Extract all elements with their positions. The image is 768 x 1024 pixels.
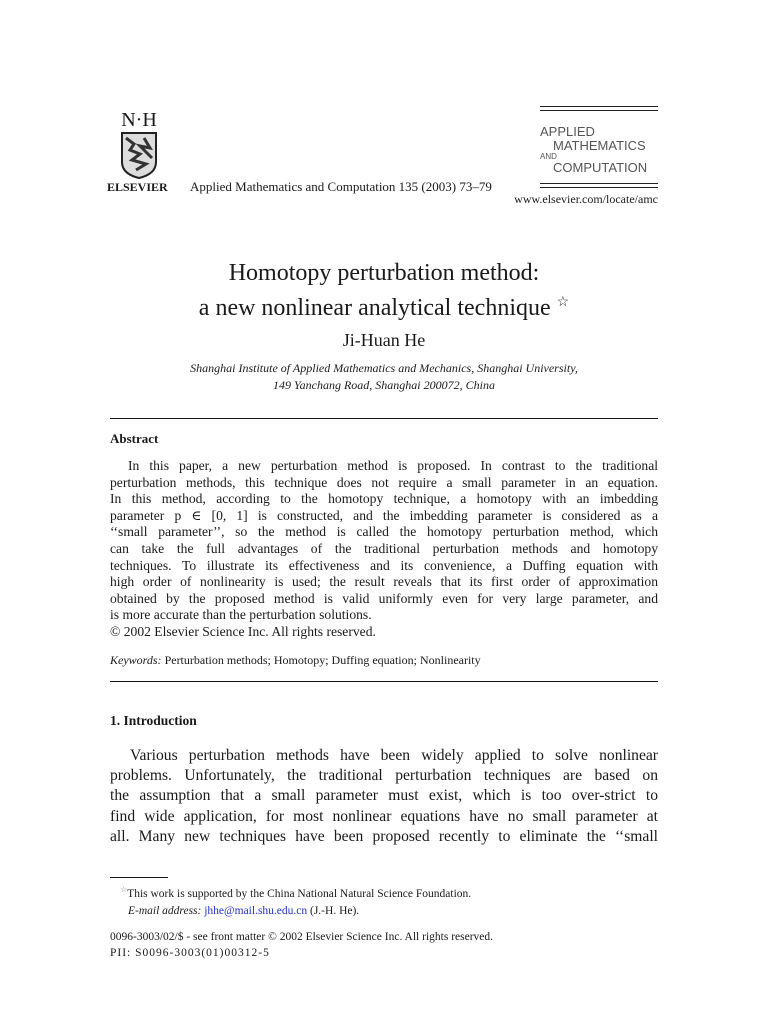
- publisher-name: ELSEVIER: [107, 180, 168, 194]
- abstract-line: high order of nonlinearity is used; the result reveals that its first order of approximation: [110, 574, 658, 590]
- body-line: find wide application, for most nonlinear equations have no small parameter at: [110, 807, 658, 825]
- body-line: Various perturbation methods have been widely applied to solve nonlinear: [130, 747, 658, 764]
- journal-logo-line: AND: [540, 152, 557, 161]
- section-body: [110, 746, 658, 847]
- abstract-line: can take the full advantages of the traditional perturbation methods and homotopy: [110, 540, 658, 556]
- keywords: [110, 653, 481, 668]
- journal-citation: Applied Mathematics and Computation 135 (2003) 73–79: [190, 179, 492, 194]
- section-heading: 1. Introduction: [110, 713, 197, 728]
- affiliation: [0, 360, 768, 394]
- nh-logo-text: N·H: [121, 109, 157, 131]
- journal-logo-line: MATHEMATICS: [553, 138, 646, 153]
- title-line: a new nonlinear analytical technique: [198, 295, 551, 321]
- abstract-line: techniques. To illustrate its effectiveness and its convenience, a Duffing equation with: [110, 557, 658, 573]
- front-matter: [110, 929, 493, 961]
- elsevier-tree-icon: [110, 130, 168, 180]
- affiliation-line: Shanghai Institute of Applied Mathematics and Mechanics, Shanghai University,: [190, 361, 578, 375]
- abstract-line: In this paper, a new perturbation method is proposed. In contrast to the traditional: [128, 458, 658, 473]
- abstract-line: ‘‘small parameter’’, so the method is called the homotopy perturbation method, which: [110, 524, 658, 540]
- abstract-line: perturbation methods, this technique does not require a small parameter in an equation.: [110, 474, 658, 490]
- abstract-line: In this method, according to the homotopy technique, a homotopy with an imbedding: [110, 491, 658, 507]
- front-matter-line: 0096-3003/02/$ - see front matter © 2002 Elsevier Science Inc. All rights reserved.: [110, 931, 494, 943]
- footnote-star-icon: ☆: [120, 885, 128, 894]
- elsevier-logo: [110, 110, 168, 185]
- footnote-text: This work is supported by the China National Natural Science Foundation.: [127, 887, 472, 900]
- abstract-copyright: © 2002 Elsevier Science Inc. All rights reserved.: [110, 623, 376, 639]
- journal-logo: [540, 125, 647, 175]
- footnote: [120, 881, 471, 920]
- journal-url[interactable]: www.elsevier.com/locate/amc: [514, 192, 658, 206]
- body-line: the assumption that a small parameter must exist, which is too over-strict to: [110, 787, 658, 805]
- pii: PII: S0096-3003(01)00312-5: [110, 947, 270, 959]
- abstract-line: is more accurate than the perturbation solutions.: [110, 607, 372, 623]
- author-name: Ji-Huan He: [342, 330, 426, 350]
- body-line: all. Many new techniques have been proposed recently to eliminate the ‘‘small: [110, 827, 658, 845]
- email-suffix: (J.-H. He).: [310, 904, 360, 917]
- affiliation-line: 149 Yanchang Road, Shanghai 200072, China: [273, 378, 495, 392]
- abstract-line: parameter p ∈ [0, 1] is constructed, and the imbedding parameter is considered as a: [110, 507, 658, 523]
- body-line: problems. Unfortunately, the traditional perturbation techniques are based on: [110, 767, 658, 785]
- email-label: E-mail address:: [128, 904, 202, 917]
- paper-title: [0, 258, 768, 323]
- journal-logo-line: APPLIED: [540, 124, 595, 139]
- title-line: Homotopy perturbation method:: [228, 260, 540, 286]
- abstract-heading: Abstract: [110, 431, 159, 446]
- email-link[interactable]: jhhe@mail.shu.edu.cn: [204, 904, 308, 917]
- keywords-label: Keywords:: [110, 653, 162, 667]
- keywords-value: Perturbation methods; Homotopy; Duffing equation; Nonlinearity: [164, 653, 481, 667]
- journal-logo-line: COMPUTATION: [553, 160, 648, 175]
- abstract-body: [110, 458, 658, 641]
- abstract-line: obtained by the proposed method is valid uniformly even for very large parameter, and: [110, 590, 658, 606]
- footnote-star-icon: ☆: [556, 295, 570, 310]
